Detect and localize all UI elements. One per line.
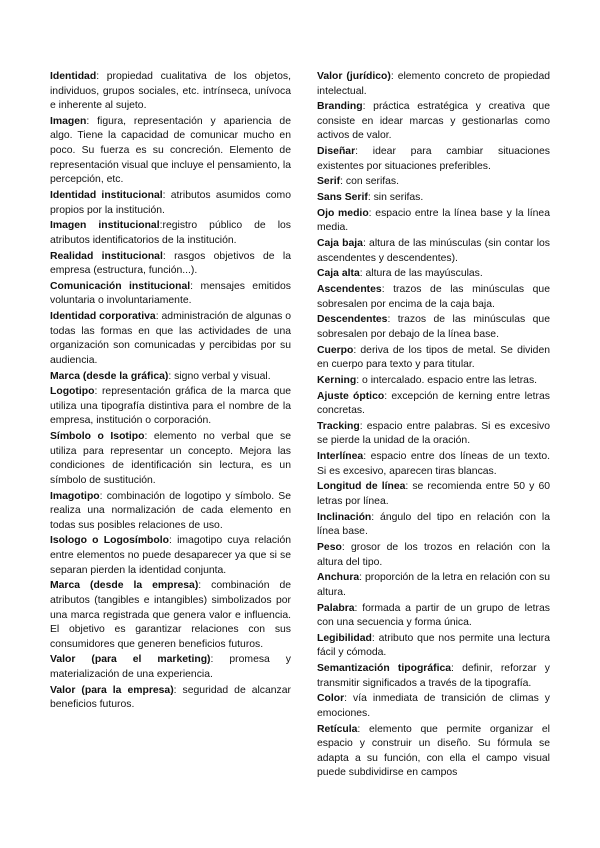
glossary-entry-sans-serif (317, 191, 550, 206)
glossary-definition: : seguridad de alcanzar beneficios futuros. (50, 684, 291, 711)
glossary-term: Retícula (317, 723, 358, 735)
glossary-definition: : elemento que permite organizar el espacio y construir un diseño. Su fórmula se adapta a su función, con ella el campo visual puede subdividirse en campos (317, 723, 550, 779)
glossary-definition: : altura de las mayúsculas. (359, 268, 483, 280)
glossary-term: Semantización tipográfica (317, 663, 452, 675)
glossary-entry-branding (317, 100, 550, 144)
glossary-entry-peso (317, 541, 550, 570)
glossary-definition: : combinación de atributos (tangibles e intangibles) simbolizados por una marca registrada que genera valor e influencia. El objetivo es garantizar relaciones con sus consumidores que generen beneficios futuros. (50, 580, 292, 650)
glossary-entry-valor-marketing (50, 653, 291, 682)
glossary-definition: : elemento no verbal que se utiliza para representar un concepto. Mejora las condiciones de identificación sin lectura, es un símbolo de sustitución. (50, 431, 291, 486)
glossary-term: Valor (jurídico) (317, 71, 391, 82)
glossary-entry-marca-grafica (50, 370, 291, 385)
glossary-term: Anchura (317, 572, 360, 584)
glossary-term: Diseñar (317, 146, 356, 158)
glossary-entry-inclinacion (317, 511, 550, 540)
glossary-term: Serif (317, 176, 341, 188)
glossary-term: Longitud de línea (317, 481, 406, 493)
glossary-entry-interlinea (317, 450, 550, 479)
glossary-definition: : altura de las minúsculas (sin contar los ascendentes y descendentes). (317, 238, 550, 264)
glossary-term: Legibilidad (317, 632, 372, 644)
glossary-term: Identidad (50, 71, 97, 82)
glossary-term: Sans Serif (317, 192, 368, 204)
glossary-entry-isologo (50, 534, 291, 578)
glossary-definition: : se recomienda entre 50 y 60 letras por línea. (317, 481, 550, 508)
glossary-term: Cuerpo (317, 344, 354, 356)
glossary-definition: : signo verbal y visual. (168, 370, 271, 382)
glossary-definition: : con serifas. (340, 176, 400, 188)
glossary-definition: : trazos de las minúsculas que sobresalen por debajo de la línea base. (317, 314, 550, 340)
glossary-entry-identidad-corporativa (50, 310, 291, 368)
glossary-entry-logotipo (50, 385, 291, 429)
glossary-definition: : mensajes emitidos voluntaria o involuntariamente. (50, 280, 291, 307)
glossary-term: Logotipo (50, 386, 95, 398)
glossary-entry-kerning (317, 374, 550, 389)
glossary-definition: : espacio entre dos líneas de un texto. Si es excesivo, aparecen tiras blancas. (317, 451, 550, 477)
glossary-definition: : atributo que nos permite una lectura fácil y cómoda. (317, 632, 550, 659)
left-column (50, 70, 291, 714)
glossary-entry-tracking (317, 420, 550, 449)
glossary-entry-imagotipo (50, 490, 291, 534)
glossary-term: Ajuste óptico (317, 390, 385, 402)
glossary-definition: : propiedad cualitativa de los objetos, individuos, grupos sociales, etc. intrínseca, unívoca e inherente al sujeto. (50, 71, 291, 112)
glossary-definition: : espacio entre la línea base y la línea media. (317, 207, 550, 234)
glossary-entry-legibilidad (317, 632, 550, 661)
glossary-definition: : atributos asumidos como propios por la institución. (50, 189, 291, 216)
glossary-definition: :registro público de los atributos identificatorios de la institución. (50, 220, 291, 246)
glossary-entry-imagen (50, 115, 291, 188)
glossary-entry-valor-empresa (50, 684, 291, 713)
glossary-entry-simbolo (50, 430, 291, 488)
glossary-definition: : sin serifas. (367, 192, 424, 204)
glossary-definition: : grosor de los trozos en relación con la altura del tipo. (317, 542, 550, 568)
glossary-entry-reticula (317, 723, 550, 781)
glossary-definition: : combinación de logotipo y símbolo. Se realiza una normalización de cada elemento en todas sus posibles relaciones de uso. (50, 490, 291, 531)
glossary-term: Identidad corporativa (50, 311, 156, 323)
glossary-term: Ascendentes (317, 284, 382, 296)
glossary-entry-palabra (317, 602, 550, 631)
glossary-definition: : o intercalado. espacio entre las letras. (356, 374, 538, 386)
glossary-term: Símbolo o Isotipo (50, 431, 145, 443)
glossary-definition: : proporción de la letra en relación con su altura. (317, 572, 550, 598)
glossary-definition: : rasgos objetivos de la empresa (estructura, función...). (50, 250, 291, 277)
glossary-term: Comunicación institucional (50, 280, 191, 292)
glossary-term: Inclinación (317, 511, 372, 523)
glossary-entry-color (317, 692, 550, 721)
glossary-term: Palabra (317, 602, 355, 614)
glossary-entry-cuerpo (317, 344, 550, 373)
glossary-term: Valor (para la empresa) (50, 684, 174, 696)
glossary-definition: : administración de algunas o todas las formas en que las actividades de una organización son comunicadas y percibidas por su audiencia. (50, 311, 291, 366)
glossary-entry-disenar (317, 145, 550, 174)
glossary-entry-comunicacion-institucional (50, 280, 291, 309)
glossary-term: Imagen institucional (50, 220, 160, 232)
glossary-entry-anchura (317, 571, 550, 600)
glossary-definition: : formada a partir de un grupo de letras con una secuencia y forma única. (317, 602, 550, 629)
glossary-term: Kerning (317, 374, 357, 386)
glossary-term: Interlínea (317, 451, 364, 463)
glossary-term: Tracking (317, 420, 360, 432)
glossary-entry-ascendentes (317, 283, 550, 312)
glossary-definition: : imagotipo cuya relación entre elementos no puede desaparecer ya que si se separan pierden la identidad conjunta. (50, 535, 291, 576)
glossary-entry-imagen-institucional (50, 219, 291, 248)
glossary-term: Ojo medio (317, 207, 369, 219)
glossary-definition: : promesa y materialización de una experiencia. (50, 654, 291, 680)
glossary-term: Caja alta (317, 268, 360, 280)
glossary-definition: : figura, representación y apariencia de algo. Tiene la capacidad de comunicar mucho en poco. Su fuerza es su concreción. Elemento de representación visual que incluye el pensamiento, la percepción, etc. (50, 115, 291, 186)
glossary-term: Peso (317, 542, 342, 553)
glossary-definition: : espacio entre palabras. Si es excesivo se pierde la unidad de la oración. (317, 420, 550, 447)
glossary-definition: : vía inmediata de transición de climas y emociones. (317, 693, 550, 719)
glossary-definition: : deriva de los tipos de metal. Se dividen en cuerpo para texto y para titular. (317, 344, 550, 371)
glossary-entry-valor-juridico (317, 70, 550, 99)
glossary-definition: : ángulo del tipo en relación con la línea base. (317, 511, 550, 538)
glossary-entry-longitud-linea (317, 480, 550, 509)
glossary-entry-caja-alta (317, 267, 550, 282)
glossary-entry-caja-baja (317, 237, 550, 266)
glossary-term: Color (317, 693, 345, 705)
glossary-definition: : representación gráfica de la marca que utiliza una tipografía distintiva para el nombre de la empresa, institución o corporación. (50, 386, 291, 427)
glossary-term: Marca (desde la gráfica) (50, 370, 169, 382)
glossary-entry-serif (317, 175, 550, 190)
glossary-definition: : idear para cambiar situaciones existentes por situaciones preferibles. (317, 146, 550, 172)
glossary-entry-ojo-medio (317, 207, 550, 236)
glossary-entry-marca-empresa (50, 579, 291, 652)
glossary-term: Imagotipo (50, 490, 100, 502)
glossary-entry-identidad-institucional (50, 189, 291, 218)
glossary-entry-realidad-institucional (50, 250, 291, 279)
glossary-term: Branding (317, 101, 363, 113)
right-column (317, 70, 550, 782)
glossary-definition: : práctica estratégica y creativa que consiste en idear marcas y gestionarlas como activos de valor. (317, 101, 550, 142)
glossary-term: Valor (para el marketing) (50, 654, 211, 666)
glossary-term: Marca (desde la empresa) (50, 580, 199, 592)
glossary-entry-identidad (50, 70, 291, 114)
glossary-term: Descendentes (317, 314, 388, 326)
glossary-definition: : elemento concreto de propiedad intelectual. (317, 71, 551, 97)
glossary-entry-ajuste-optico (317, 390, 550, 419)
glossary-entry-semantizacion (317, 662, 550, 691)
glossary-term: Imagen (50, 115, 87, 127)
glossary-definition: : definir, reforzar y transmitir significados a través de la tipografía. (317, 663, 550, 689)
glossary-term: Identidad institucional (50, 189, 163, 201)
glossary-term: Isologo o Logosímbolo (50, 535, 169, 547)
glossary-entry-descendentes (317, 313, 550, 342)
glossary-definition: : trazos de las minúsculas que sobresalen por encima de la caja baja. (317, 284, 550, 310)
glossary-term: Realidad institucional (50, 250, 163, 262)
glossary-term: Caja baja (317, 238, 363, 250)
glossary-definition: : excepción de kerning entre letras concretas. (317, 390, 550, 417)
